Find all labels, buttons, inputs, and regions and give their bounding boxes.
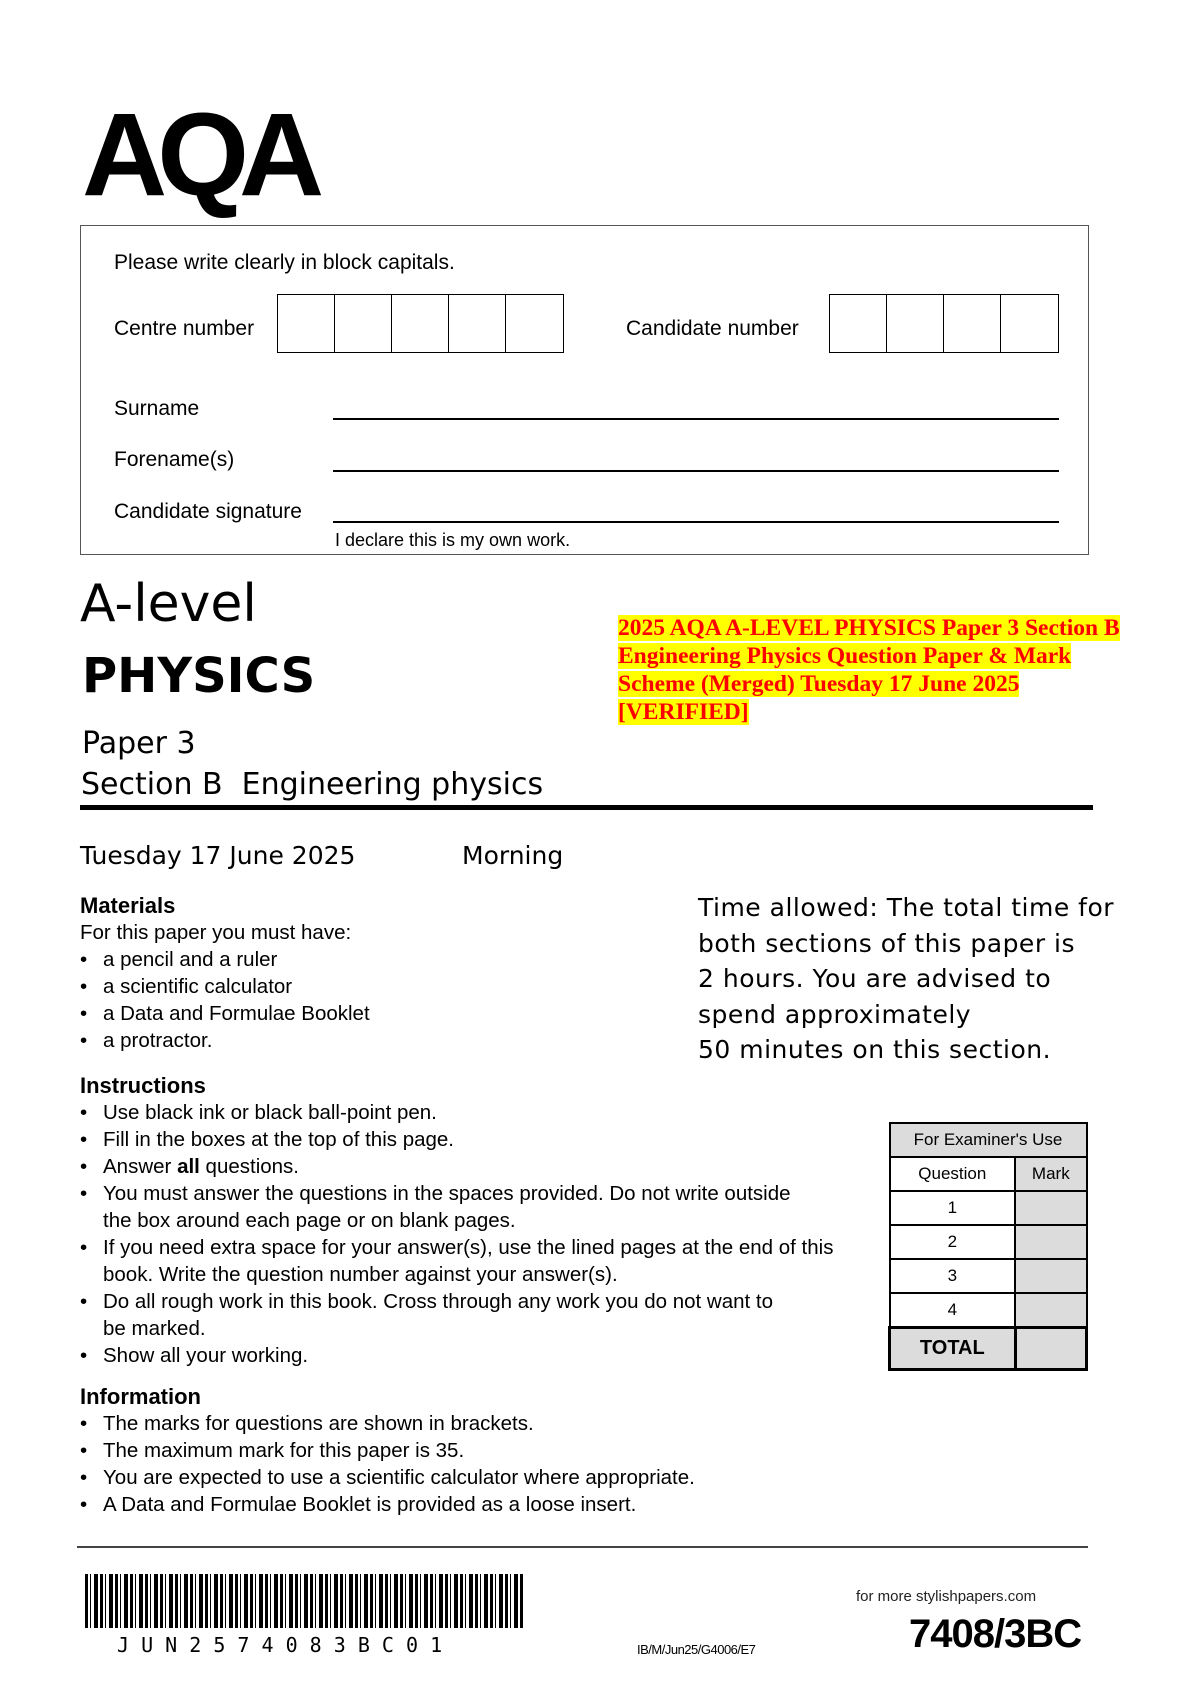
list-item: • Answer all questions. [80, 1153, 860, 1180]
time-line: Time allowed: The total time for [698, 893, 1115, 922]
list-item: • a Data and Formulae Booklet [80, 1000, 370, 1027]
col-question: Question [890, 1157, 1016, 1191]
reference-code: IB/M/Jun25/G4006/E7 [637, 1642, 756, 1657]
time-line: both sections of this paper is [698, 928, 1076, 958]
list-item: • Use black ink or black ball-point pen. [80, 1099, 860, 1126]
materials-heading: Materials [80, 893, 176, 918]
promo-line: Engineering Physics Question Paper & Mark [618, 643, 1072, 669]
time-line: 2 hours. You are advised to [698, 964, 1052, 993]
time-line: 50 minutes on this section. [698, 1035, 1052, 1064]
mark-cell[interactable] [1015, 1259, 1086, 1293]
exam-date: Tuesday 17 June 2025 [80, 841, 356, 870]
time-allowed [698, 890, 1114, 1068]
list-item: • Do all rough work in this book. Cross through any work you do not want to be marked. [80, 1288, 800, 1342]
title-rule [80, 805, 1093, 810]
section-title: Section B Engineering physics [81, 767, 544, 802]
list-item: • a scientific calculator [80, 973, 370, 1000]
candidate-number-input[interactable] [829, 294, 1059, 353]
centre-number-label: Centre number [114, 317, 255, 340]
list-item: • The marks for questions are shown in brackets. [80, 1410, 695, 1437]
list-item: • a pencil and a ruler [80, 946, 370, 973]
total-label: TOTAL [890, 1327, 1016, 1369]
paper-code: 7408/3BC [909, 1612, 1082, 1656]
instructions-heading: Instructions [80, 1073, 206, 1098]
time-line: spend approximately [698, 999, 972, 1029]
exam-session: Morning [462, 841, 564, 870]
watermark-text: for more stylishpapers.com [856, 1588, 1037, 1605]
barcode-text: J U N 2 5 7 4 0 8 3 B C 0 1 [117, 1633, 443, 1657]
examiner-title: For Examiner's Use [890, 1123, 1087, 1157]
instructions-section [80, 1073, 860, 1369]
form-instruction: Please write clearly in block capitals. [114, 251, 455, 274]
total-cell[interactable] [1015, 1327, 1086, 1369]
mark-cell[interactable] [1015, 1293, 1086, 1327]
information-section [80, 1384, 695, 1518]
col-mark: Mark [1015, 1157, 1086, 1191]
list-item: • Show all your working. [80, 1342, 860, 1369]
paper-title: Paper 3 [82, 726, 196, 761]
list-item: • If you need extra space for your answer(s), use the lined pages at the end of this book. Write the question number against your answer(s). [80, 1234, 860, 1288]
examiner-table [888, 1122, 1088, 1371]
list-item: • You are expected to use a scientific calculator where appropriate. [80, 1464, 695, 1491]
signature-field[interactable] [333, 521, 1059, 523]
question-number: 1 [890, 1191, 1016, 1225]
barcode [85, 1574, 525, 1628]
materials-section [80, 893, 370, 1054]
list-item: • a protractor. [80, 1027, 370, 1054]
promo-line: [VERIFIED] [618, 699, 749, 725]
information-heading: Information [80, 1384, 201, 1409]
level-title: A-level [80, 574, 257, 634]
question-number: 3 [890, 1259, 1016, 1293]
promo-line: Scheme (Merged) Tuesday 17 June 2025 [618, 671, 1020, 697]
list-item: • The maximum mark for this paper is 35. [80, 1437, 695, 1464]
footer-rule [77, 1546, 1088, 1548]
surname-label: Surname [114, 397, 200, 420]
question-number: 4 [890, 1293, 1016, 1327]
centre-number-input[interactable] [277, 294, 564, 353]
forename-field[interactable] [333, 470, 1059, 472]
forename-label: Forename(s) [114, 448, 235, 471]
signature-label: Candidate signature [114, 500, 302, 523]
list-item: • A Data and Formulae Booklet is provided as a loose insert. [80, 1491, 695, 1518]
materials-intro: For this paper you must have: [80, 921, 352, 944]
list-item: • You must answer the questions in the spaces provided. Do not write outside the box around each page or on blank pages. [80, 1180, 800, 1234]
question-number: 2 [890, 1225, 1016, 1259]
promo-banner [618, 614, 1158, 726]
mark-cell[interactable] [1015, 1225, 1086, 1259]
surname-field[interactable] [333, 418, 1059, 420]
declaration: I declare this is my own work. [335, 530, 571, 550]
mark-cell[interactable] [1015, 1191, 1086, 1225]
subject-title: PHYSICS [82, 648, 316, 704]
promo-line: 2025 AQA A-LEVEL PHYSICS Paper 3 Section B [618, 615, 1120, 641]
list-item: • Fill in the boxes at the top of this page. [80, 1126, 860, 1153]
candidate-number-label: Candidate number [626, 317, 799, 340]
aqa-logo: AQA [82, 89, 315, 221]
